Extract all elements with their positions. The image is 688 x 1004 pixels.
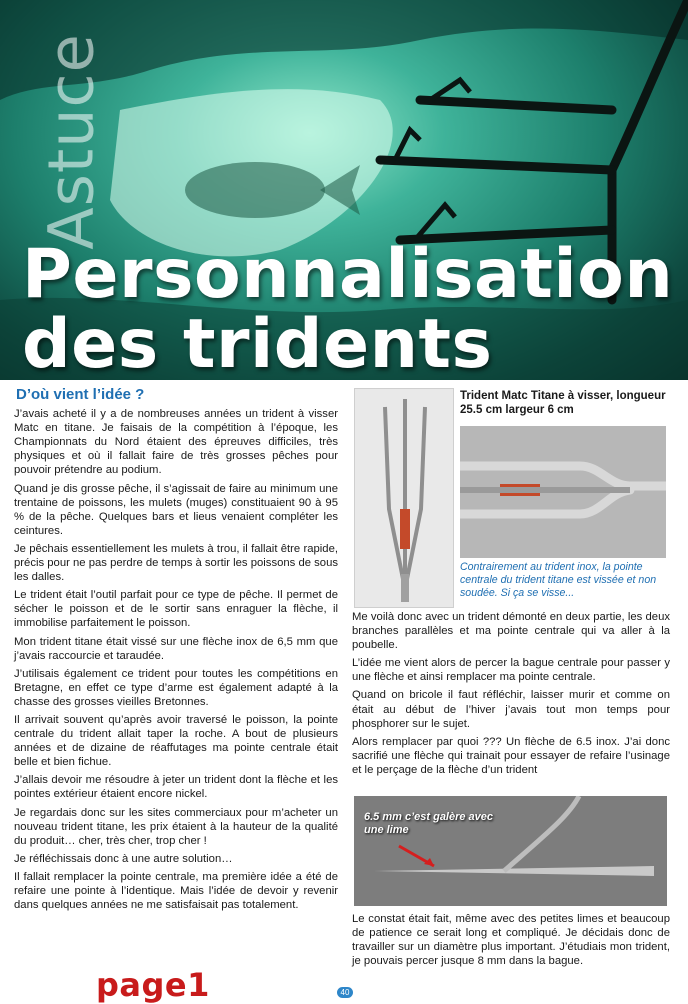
paragraph: L’idée me vient alors de percer la bague centrale pour passer y une flèche et ainsi remplacer ma pointe centrale. bbox=[352, 657, 670, 684]
paragraph: Je réfléchissais donc à une autre solution… bbox=[14, 852, 233, 865]
weld-drawing bbox=[460, 426, 666, 558]
paragraph: Je pêchais essentiellement les mulets à trou, il fallait être rapide, précis pour ne pas perdre de temps à sortir les poissons de sous les dalles. bbox=[14, 542, 339, 584]
page-number: 40 bbox=[337, 987, 353, 998]
photo-caption-weld: Contrairement au trident inox, la pointe centrale du trident titane est vissée et non soudée. Si ça se visse... bbox=[460, 561, 657, 599]
section-kicker: Astuce bbox=[34, 33, 108, 250]
photo-caption-title: Trident Matc Titane à visser, longueur 25.5 cm largeur 6 cm bbox=[460, 390, 666, 416]
paragraph: Je regardais donc sur les sites commerciaux pour m’acheter un nouveau trident titane, les prix étaient à la hauteur de la qualité du produit… cher, très cher, trop cher ! bbox=[14, 806, 338, 847]
paragraph: Il arrivait souvent qu’après avoir traversé le poisson, la pointe centrale du trident allait taper la roche. A bout de plusieurs années et de dizaine de réaffutages ma pointe centrale était belle et bien fichue. bbox=[14, 713, 338, 769]
left-column bbox=[14, 388, 338, 916]
page-label: page1 bbox=[96, 966, 210, 1004]
paragraph: J’utilisais également ce trident pour toutes les compétitions en Bretagne, en effet ce type d’arme est également adapté à la chasse des grosses vieilles Bretonnes. bbox=[14, 667, 338, 708]
right-column bbox=[352, 610, 670, 781]
paragraph: Me voilà donc avec un trident démonté en deux partie, les deux branches parallèles et ma pointe centrale qui va aller à la poubelle. bbox=[352, 611, 670, 652]
right-column-bottom bbox=[352, 912, 670, 968]
trident-drawing bbox=[355, 389, 453, 607]
paragraph: Quand je dis grosse pêche, il s’agissait de faire au minimum une trentaine de poissons, les mulets (muges) constituaient 90 à 95 % de la pêche. Quelques bars et lieus venaient compléter les ceintures. bbox=[14, 482, 338, 537]
trident-photo bbox=[354, 388, 454, 608]
paragraph: Le trident était l’outil parfait pour ce type de pêche. Il permet de sécher le poisson et de le sortir sans enraguer la flèche, il immobilise parfaitement le poisson. bbox=[14, 589, 338, 630]
title-line-1: Personnalisation bbox=[22, 235, 674, 314]
paragraph: Il fallait remplacer la pointe centrale, ma première idée a été de refaire une pointe à l’identique. Mais l’idée de devoir y revenir dans quelques années ne me satisfaisait pas totalement. bbox=[14, 870, 338, 912]
weld-photo bbox=[460, 426, 666, 558]
photo-label: 6.5 mm c’est galère avec une lime bbox=[364, 811, 494, 836]
paragraph: Alors remplacer par quoi ??? Un flèche de 6.5 inox. J’ai donc sacrifié une flèche qui trainait pour essayer de refaire l’usinage et le perçage de la flèche d’un trident bbox=[352, 735, 670, 776]
paragraph: Mon trident titane était vissé sur une flèche inox de 6,5 mm que j’avais raccourcie et taraudée. bbox=[14, 635, 338, 662]
article-title bbox=[22, 235, 674, 380]
section-heading: D’où vient l’idée ? bbox=[16, 386, 145, 403]
paragraph: Quand on bricole il faut réfléchir, laisser murir et comme on était au début de l’hiver j’avais tout mon temps pour phosphorer sur le sujet. bbox=[352, 689, 670, 730]
arrow-tip-photo bbox=[354, 796, 667, 906]
paragraph: J’avais acheté il y a de nombreuses années un trident à visser Matc en titane. Je faisais de la compétition à l’époque, les Championnats du Nord étaient des épreuves difficiles, très physiques et où il fallait faire de très grosses pêches pour pouvoir prétendre au podium. bbox=[14, 408, 338, 477]
title-line-2: des tridents bbox=[22, 305, 493, 380]
paragraph: J’allais devoir me résoudre à jeter un trident dont la flèche et les pointes extérieur étaient encore nickel. bbox=[14, 774, 338, 801]
hero-photo bbox=[0, 0, 688, 380]
paragraph: Le constat était fait, même avec des petites limes et beaucoup de patience ce serait long et compliqué. Je décidais donc de travailler sur un diamètre plus important. J’étudiais mon trident, je pouvais percer jusque 8 mm dans la bague. bbox=[352, 913, 670, 968]
